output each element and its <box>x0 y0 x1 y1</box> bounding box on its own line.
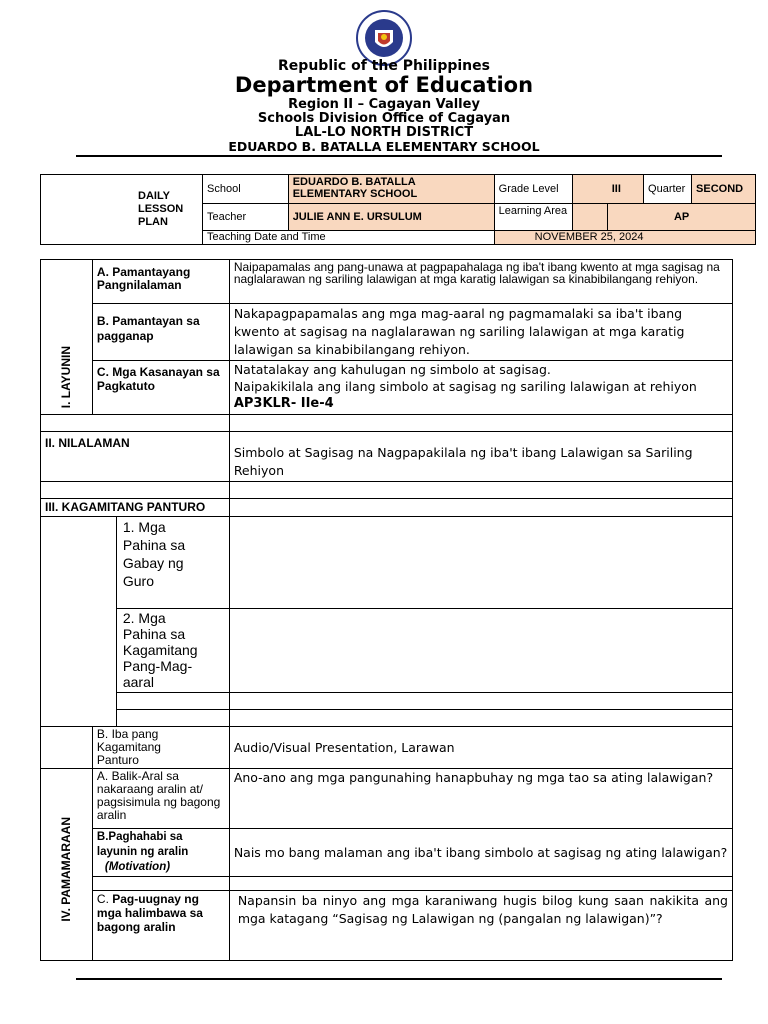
date-label: Teaching Date and Time <box>203 231 495 245</box>
c-text-2: Naipakikilala ang ilang simbolo at sagisag ng sariling lalawigan at rehiyon <box>233 379 697 394</box>
guro-label: 1. Mga Pahina sa Gabay ng Guro <box>116 517 229 609</box>
dlp-title: DAILY LESSON PLAN <box>41 175 203 245</box>
pa-label: A. Balik-Aral sa nakaraang aralin at/ pagsisimula ng bagong aralin <box>92 769 229 829</box>
district-text: LAL-LO NORTH DISTRICT <box>294 125 474 140</box>
kagamitan-label: III. KAGAMITANG PANTURO <box>41 499 230 517</box>
nilalaman-text: Simbolo at Sagisag na Nagpapakilala ng iba't ibang Lalawigan sa Sariling Rehiyon <box>229 432 732 482</box>
pc-text: Napansin ba ninyo ang mga karaniwang hugis bilog kung saan nakikita ang mga katagang “Sagisag ng Lalawigan ng (pangalan ng lalawigan)”? <box>229 891 732 961</box>
c-text <box>229 361 732 415</box>
nilalaman-label: II. NILALAMAN <box>41 432 230 482</box>
c-code: AP3KLR- IIe-4 <box>233 396 334 411</box>
pc-label: C. Pag-uugnay ng mga halimbawa sa bagong aralin <box>92 891 229 961</box>
pa-text: Ano-ano ang mga pangunahing hanapbuhay ng mga tao sa ating lalawigan? <box>229 769 732 829</box>
teacher-label: Teacher <box>203 204 289 231</box>
pb-sub: (Motivation) <box>104 861 171 873</box>
pamamaraan-section: IV. PAMAMARAAN <box>41 769 93 961</box>
quarter-label: Quarter <box>644 175 692 204</box>
layunin-section: I. LAYUNIN <box>41 260 93 415</box>
a-text: Naipapamalas ang pang-unawa at pagpapahalaga ng iba't ibang kwento at mga sagisag na naglalarawan ng sariling lalawigan at mga karatig lalawigan sa kinabibilangang rehiyon. <box>229 260 732 304</box>
quarter-value: SECOND <box>692 175 756 204</box>
area-label: Learning Area <box>494 204 573 231</box>
info-table <box>40 174 756 245</box>
iba-text: Audio/Visual Presentation, Larawan <box>229 727 732 769</box>
c-text-1: Natatalakay ang kahulugan ng simbolo at sagisag. <box>233 362 551 377</box>
header-rule <box>76 155 722 157</box>
region-text: Region II – Cagayan Valley <box>288 97 480 112</box>
area-value: AP <box>608 204 756 231</box>
teacher-value: JULIE ANN E. URSULUM <box>288 204 494 231</box>
division-text: Schools Division Office of Cagayan <box>257 111 511 126</box>
school-value: EDUARDO B. BATALLA ELEMENTARY SCHOOL <box>288 175 494 204</box>
date-value: NOVEMBER 25, 2024 <box>494 231 755 245</box>
b-text: Nakapagpapamalas ang mga mag-aaral ng pagmamalaki sa iba't ibang kwento at sagisag na naglalarawan ng sariling lalawigan at mga karatig lalawigan sa kinabibilangang rehiyon. <box>229 304 732 361</box>
pb-text: Nais mo bang malaman ang iba't ibang simbolo at sagisag ng ating lalawigan? <box>229 829 732 877</box>
a-label: A. Pamantayang Pangnilalaman <box>92 260 229 304</box>
department-title: Department of Education <box>234 73 534 97</box>
republic-text: Republic of the Philippines <box>278 58 490 74</box>
school-label: School <box>203 175 289 204</box>
mag-aaral-label: 2. Mga Pahina sa Kagamitang Pang-Mag-aaral <box>116 609 229 693</box>
b-label: B. Pamantayan sa pagganap <box>92 304 229 361</box>
grade-label: Grade Level <box>494 175 573 204</box>
lesson-plan-table <box>40 259 733 961</box>
pb-label: B.Paghahabi sa layunin ng aralin (Motivation) <box>92 829 229 877</box>
footer-rule <box>76 978 722 980</box>
c-label: C. Mga Kasanayan sa Pagkatuto <box>92 361 229 415</box>
iba-label: B. Iba pang Kagamitang Panturo <box>92 727 229 769</box>
grade-value: III <box>608 175 644 204</box>
school-header: EDUARDO B. BATALLA ELEMENTARY SCHOOL <box>228 139 540 154</box>
